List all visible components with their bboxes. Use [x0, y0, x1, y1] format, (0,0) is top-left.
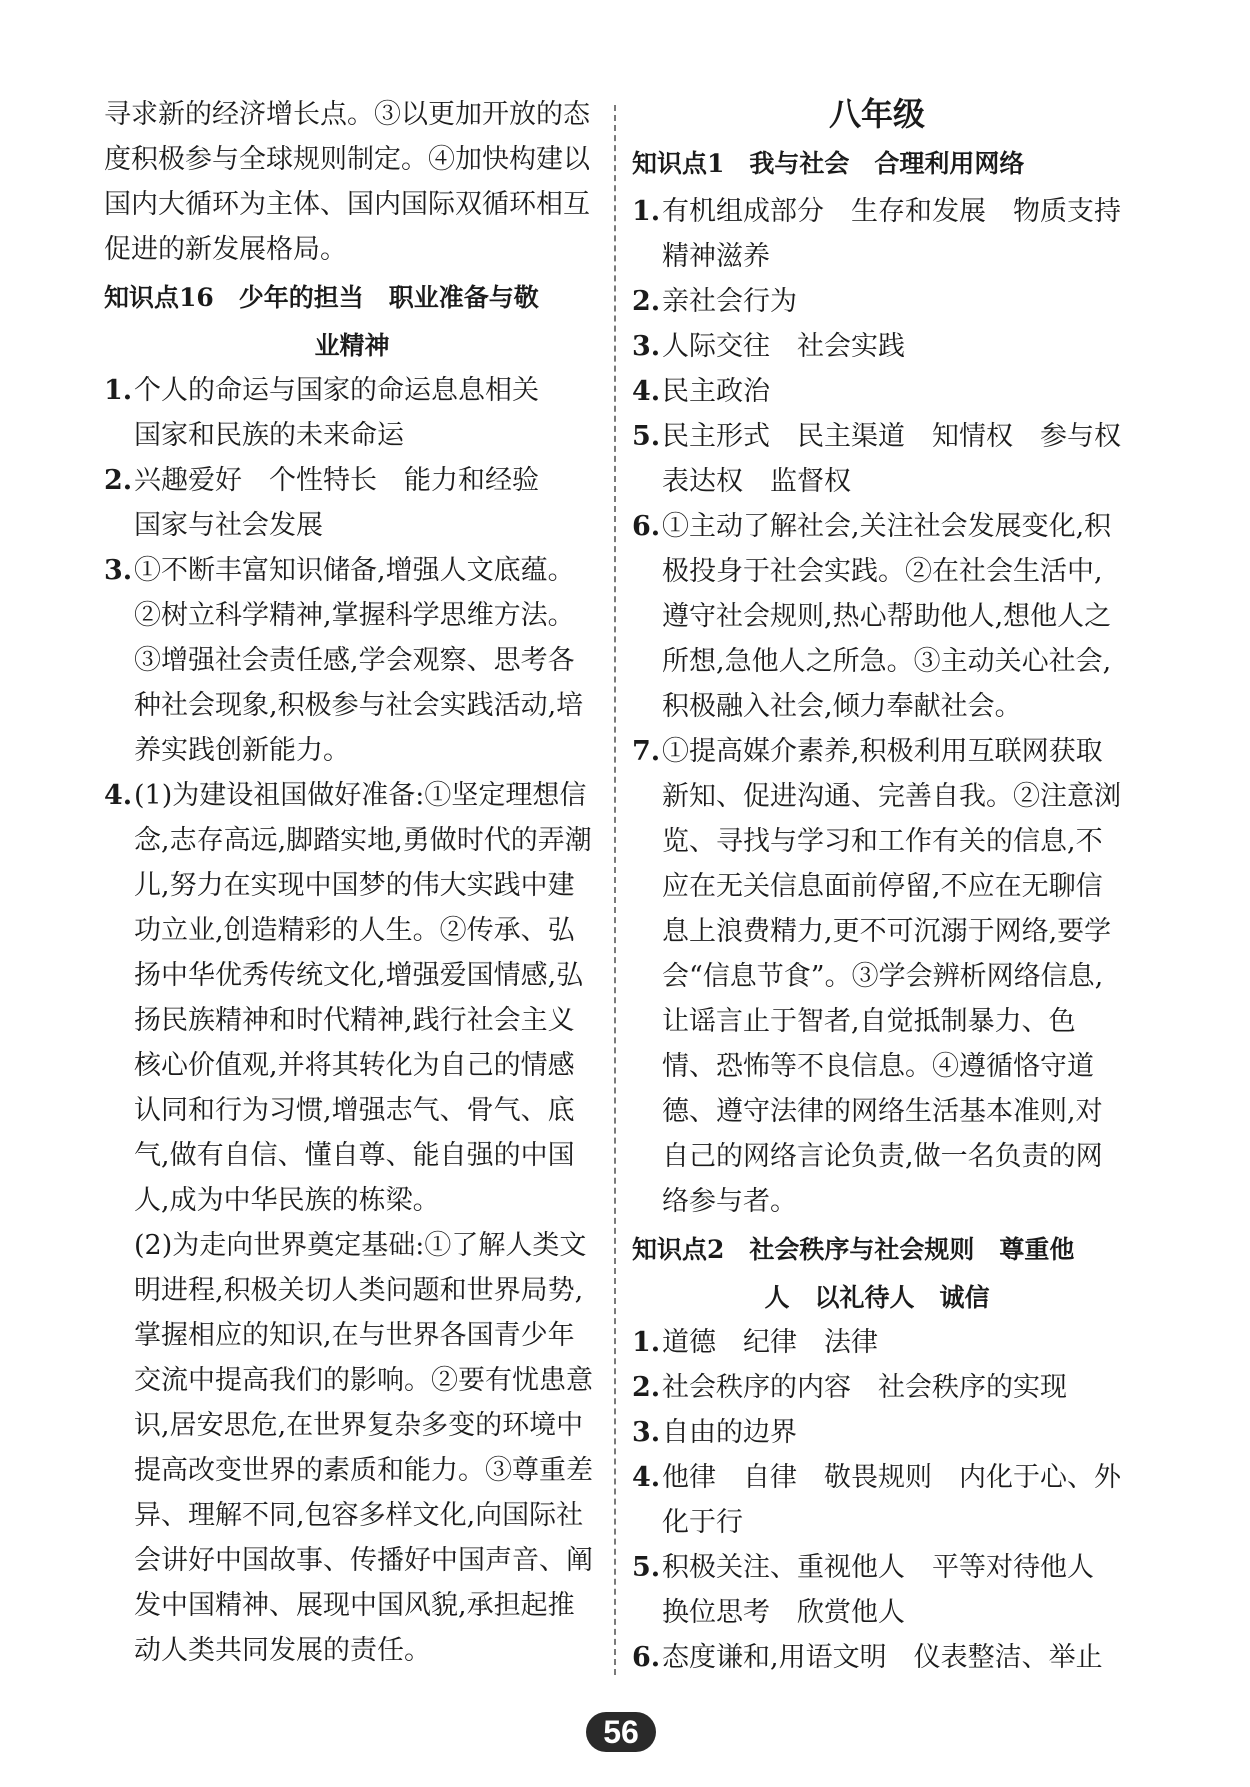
- list-item: 2. 亲社会行为: [632, 286, 797, 317]
- list-item-cont: 国家与社会发展: [134, 510, 323, 541]
- list-item: 1. 道德 纪律 法律: [632, 1327, 878, 1358]
- list-item: 3. ①不断丰富知识储备,增强人文底蕴。②树立科学精神,掌握科学思维方法。③增强社会责任感,学会观察、思考各种社会现象,积极参与社会实践活动,培养实践创新能力。: [104, 555, 584, 766]
- list-item-4-part-2: (2)为走向世界奠定基础:①了解人类文明进程,积极关切人类问题和世界局势,掌握相应的知识,在与世界各国青少年交流中提高我们的影响。②要有忧患意识,居安思危,在世界复杂多变的环境中提高改变世界的素质和能力。③尊重差异、理解不同,包容多样文化,向国际社会讲好中国故事、传播好中国声音、阐发中国精神、展现中国风貌,承担起推动人类共同发展的责任。: [134, 1230, 593, 1666]
- page-number: 56: [586, 1712, 656, 1752]
- knowledge-point-2-title: 知识点2 社会秩序与社会规则 尊重他: [632, 1235, 1075, 1264]
- list-item: 1. 个人的命运与国家的命运息息相关: [104, 375, 539, 406]
- list-item: 4. 他律 自律 敬畏规则 内化于心、外化于行: [632, 1462, 1121, 1538]
- knowledge-point-16-title-cont: 业精神: [314, 331, 390, 360]
- list-item: 5. 积极关注、重视他人 平等对待他人: [632, 1552, 1094, 1583]
- list-item: 2. 社会秩序的内容 社会秩序的实现: [632, 1372, 1067, 1403]
- list-item: 2. 兴趣爱好 个性特长 能力和经验: [104, 465, 539, 496]
- right-column: [632, 92, 1148, 1680]
- knowledge-point-2-title-cont: 人 以礼待人 诚信: [764, 1283, 990, 1312]
- list-item: 3. 自由的边界: [632, 1417, 797, 1448]
- list-item: 4. 民主政治: [632, 376, 770, 407]
- grade-heading: 八年级: [828, 95, 925, 133]
- knowledge-point-1-title: 知识点1 我与社会 合理利用网络: [632, 149, 1025, 178]
- list-item: 3. 人际交往 社会实践: [632, 331, 905, 362]
- list-item: 5. 民主形式 民主渠道 知情权 参与权 表达权 监督权: [632, 421, 1148, 497]
- list-item: 1. 有机组成部分 生存和发展 物质支持 精神滋养: [632, 196, 1148, 272]
- list-item-cont: 换位思考 欣赏他人: [662, 1597, 905, 1628]
- list-item: 6. 态度谦和,用语文明 仪表整洁、举止: [632, 1642, 1103, 1673]
- list-item: 4. (1)为建设祖国做好准备:①坚定理想信念,志存高远,脚踏实地,勇做时代的弄潮儿,努力在实现中国梦的伟大实践中建功立业,创造精彩的人生。②传承、弘扬中华优秀传统文化,增强爱国情感,弘扬民族精神和时代精神,践行社会主义核心价值观,并将其转化为自己的情感认同和行为习惯,增强志气、骨气、底气,做有自信、懂自尊、能自强的中国人,成为中华民族的栋梁。: [104, 780, 592, 1216]
- column-divider: [614, 105, 616, 1675]
- left-column: [104, 92, 600, 1673]
- intro-paragraph: 寻求新的经济增长点。③以更加开放的态度积极参与全球规则制定。④加快构建以国内大循环为主体、国内国际双循环相互促进的新发展格局。: [104, 99, 590, 265]
- list-item-cont: 国家和民族的未来命运: [134, 420, 404, 451]
- list-item: 7. ①提高媒介素养,积极利用互联网获取新知、促进沟通、完善自我。②注意浏览、寻找与学习和工作有关的信息,不应在无关信息面前停留,不应在无聊信息上浪费精力,更不可沉溺于网络,要学会“信息节食”。③学会辨析网络信息,让谣言止于智者,自觉抵制暴力、色情、恐怖等不良信息。④遵循恪守道德、遵守法律的网络生活基本准则,对自己的网络言论负责,做一名负责的网络参与者。: [632, 736, 1121, 1217]
- knowledge-point-16-title: 知识点16 少年的担当 职业准备与敬: [104, 283, 539, 312]
- list-item: 6. ①主动了解社会,关注社会发展变化,积极投身于社会实践。②在社会生活中,遵守社会规则,热心帮助他人,想他人之所想,急他人之所急。③主动关心社会,积极融入社会,倾力奉献社会。: [632, 511, 1112, 722]
